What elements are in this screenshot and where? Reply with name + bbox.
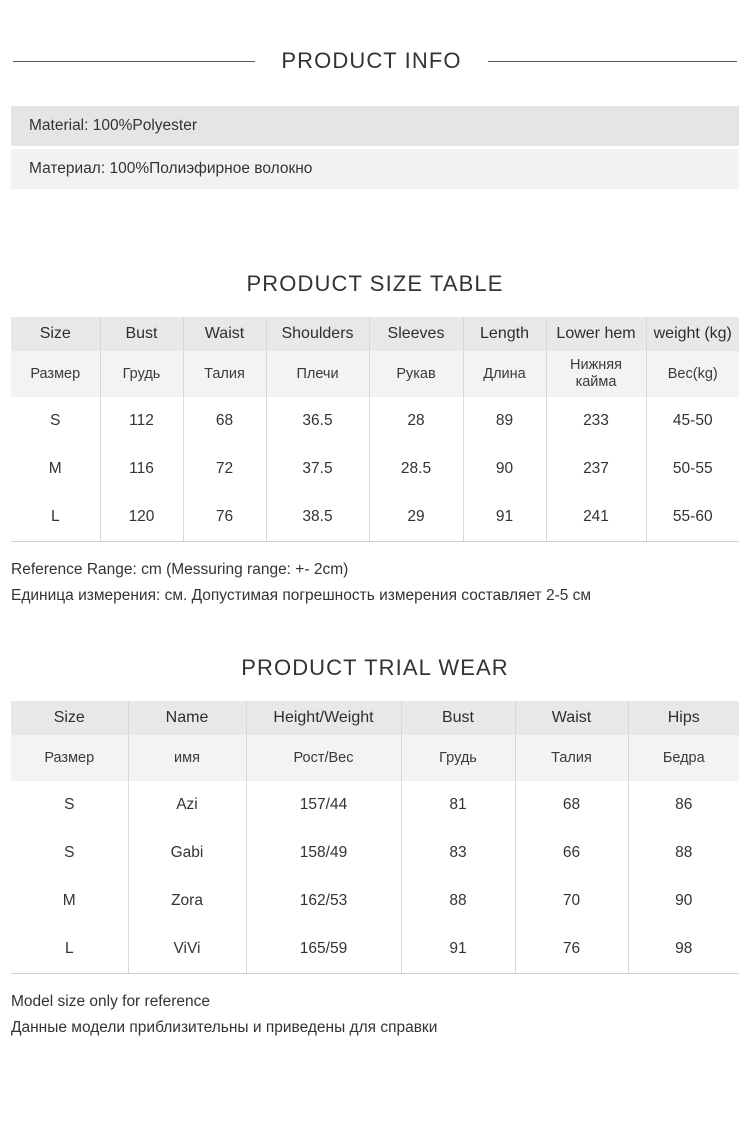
trial-subheader-cell: Рост/Вес (246, 735, 401, 781)
product-info-title-row (0, 48, 750, 74)
size-cell: 76 (183, 493, 266, 542)
table-row (11, 829, 739, 877)
product-trial-wear-table (11, 701, 739, 974)
trial-wear-heading: PRODUCT TRIAL WEAR (241, 655, 509, 680)
size-cell: 89 (463, 397, 546, 445)
table-row (11, 781, 739, 829)
size-cell: 50-55 (646, 445, 739, 493)
trial-cell: Azi (128, 781, 246, 829)
size-header-cell: Length (463, 317, 546, 351)
table-row (11, 397, 739, 445)
trial-cell: Zora (128, 877, 246, 925)
size-subheader-cell: Размер (11, 351, 100, 397)
trial-cell: 165/59 (246, 925, 401, 974)
size-cell: L (11, 493, 100, 542)
trial-cell: Gabi (128, 829, 246, 877)
trial-cell: 83 (401, 829, 515, 877)
size-cell: 38.5 (266, 493, 369, 542)
size-cell: 55-60 (646, 493, 739, 542)
trial-cell: 90 (628, 877, 739, 925)
size-header-cell: Sleeves (369, 317, 463, 351)
product-size-table (11, 317, 739, 542)
title-rule-left (13, 61, 255, 62)
size-subheader-cell: Грудь (100, 351, 183, 397)
trial-cell: M (11, 877, 128, 925)
trial-table-header-ru (11, 735, 739, 781)
size-cell: 36.5 (266, 397, 369, 445)
trial-table-wrap (11, 701, 739, 974)
trial-cell: 98 (628, 925, 739, 974)
trial-cell: 91 (401, 925, 515, 974)
size-header-cell: Waist (183, 317, 266, 351)
size-cell: 112 (100, 397, 183, 445)
size-subheader-cell: Рукав (369, 351, 463, 397)
title-rule-right (488, 61, 737, 62)
trial-cell: 70 (515, 877, 628, 925)
size-subheader-cell: Плечи (266, 351, 369, 397)
size-header-cell: weight (kg) (646, 317, 739, 351)
trial-cell: 162/53 (246, 877, 401, 925)
trial-subheader-cell: Талия (515, 735, 628, 781)
trial-cell: 88 (401, 877, 515, 925)
size-table-header-ru (11, 351, 739, 397)
trial-wear-note-en: Model size only for reference (11, 993, 211, 1010)
size-cell: 37.5 (266, 445, 369, 493)
trial-cell: 88 (628, 829, 739, 877)
trial-header-cell: Height/Weight (246, 701, 401, 735)
trial-header-cell: Waist (515, 701, 628, 735)
size-table-wrap (11, 317, 739, 542)
size-cell: 28.5 (369, 445, 463, 493)
spacer-size-table (0, 297, 750, 317)
trial-cell: 157/44 (246, 781, 401, 829)
trial-cell: 66 (515, 829, 628, 877)
size-cell: 72 (183, 445, 266, 493)
size-cell: 90 (463, 445, 546, 493)
size-cell: 120 (100, 493, 183, 542)
size-cell: S (11, 397, 100, 445)
size-header-cell: Lower hem (546, 317, 646, 351)
size-table-header-en (11, 317, 739, 351)
size-header-cell: Bust (100, 317, 183, 351)
size-table-title-row (0, 271, 750, 297)
spacer-trial-table (0, 681, 750, 701)
size-subheader-cell: Нижняя кайма (546, 351, 646, 397)
size-cell: 29 (369, 493, 463, 542)
size-subheader-cell: Талия (183, 351, 266, 397)
trial-cell: 76 (515, 925, 628, 974)
table-row (11, 445, 739, 493)
size-subheader-cell: Вес(kg) (646, 351, 739, 397)
trial-header-cell: Hips (628, 701, 739, 735)
size-cell: 68 (183, 397, 266, 445)
size-subheader-cell: Длина (463, 351, 546, 397)
product-info-heading: PRODUCT INFO (281, 48, 462, 73)
trial-subheader-cell: Бедра (628, 735, 739, 781)
size-cell: 28 (369, 397, 463, 445)
trial-cell: 158/49 (246, 829, 401, 877)
size-cell: 237 (546, 445, 646, 493)
size-cell: 91 (463, 493, 546, 542)
trial-subheader-cell: Грудь (401, 735, 515, 781)
trial-wear-title-row (0, 655, 750, 681)
size-cell: 116 (100, 445, 183, 493)
trial-cell: S (11, 781, 128, 829)
table-row (11, 877, 739, 925)
trial-cell: S (11, 829, 128, 877)
trial-subheader-cell: имя (128, 735, 246, 781)
trial-cell: L (11, 925, 128, 974)
size-cell: 233 (546, 397, 646, 445)
table-row (11, 925, 739, 974)
trial-subheader-cell: Размер (11, 735, 128, 781)
size-cell: M (11, 445, 100, 493)
size-table-heading: PRODUCT SIZE TABLE (246, 271, 504, 296)
material-en-row: Material: 100%Polyester (11, 106, 739, 146)
trial-header-cell: Bust (401, 701, 515, 735)
trial-cell: ViVi (128, 925, 246, 974)
material-block (0, 106, 750, 189)
trial-header-cell: Name (128, 701, 246, 735)
material-ru-row: Материал: 100%Полиэфирное волокно (11, 149, 739, 189)
trial-cell: 81 (401, 781, 515, 829)
trial-cell: 68 (515, 781, 628, 829)
trial-wear-note-ru: Данные модели приблизительны и приведены для справки (11, 1019, 438, 1036)
table-row (11, 493, 739, 542)
size-cell: 45-50 (646, 397, 739, 445)
size-table-note-ru: Единица измерения: см. Допустимая погрешность измерения составляет 2-5 см (11, 587, 592, 604)
size-header-cell: Size (11, 317, 100, 351)
trial-cell: 86 (628, 781, 739, 829)
trial-header-cell: Size (11, 701, 128, 735)
size-header-cell: Shoulders (266, 317, 369, 351)
trial-table-header-en (11, 701, 739, 735)
size-cell: 241 (546, 493, 646, 542)
size-table-note-en: Reference Range: cm (Messuring range: +- 2cm) (11, 561, 349, 578)
